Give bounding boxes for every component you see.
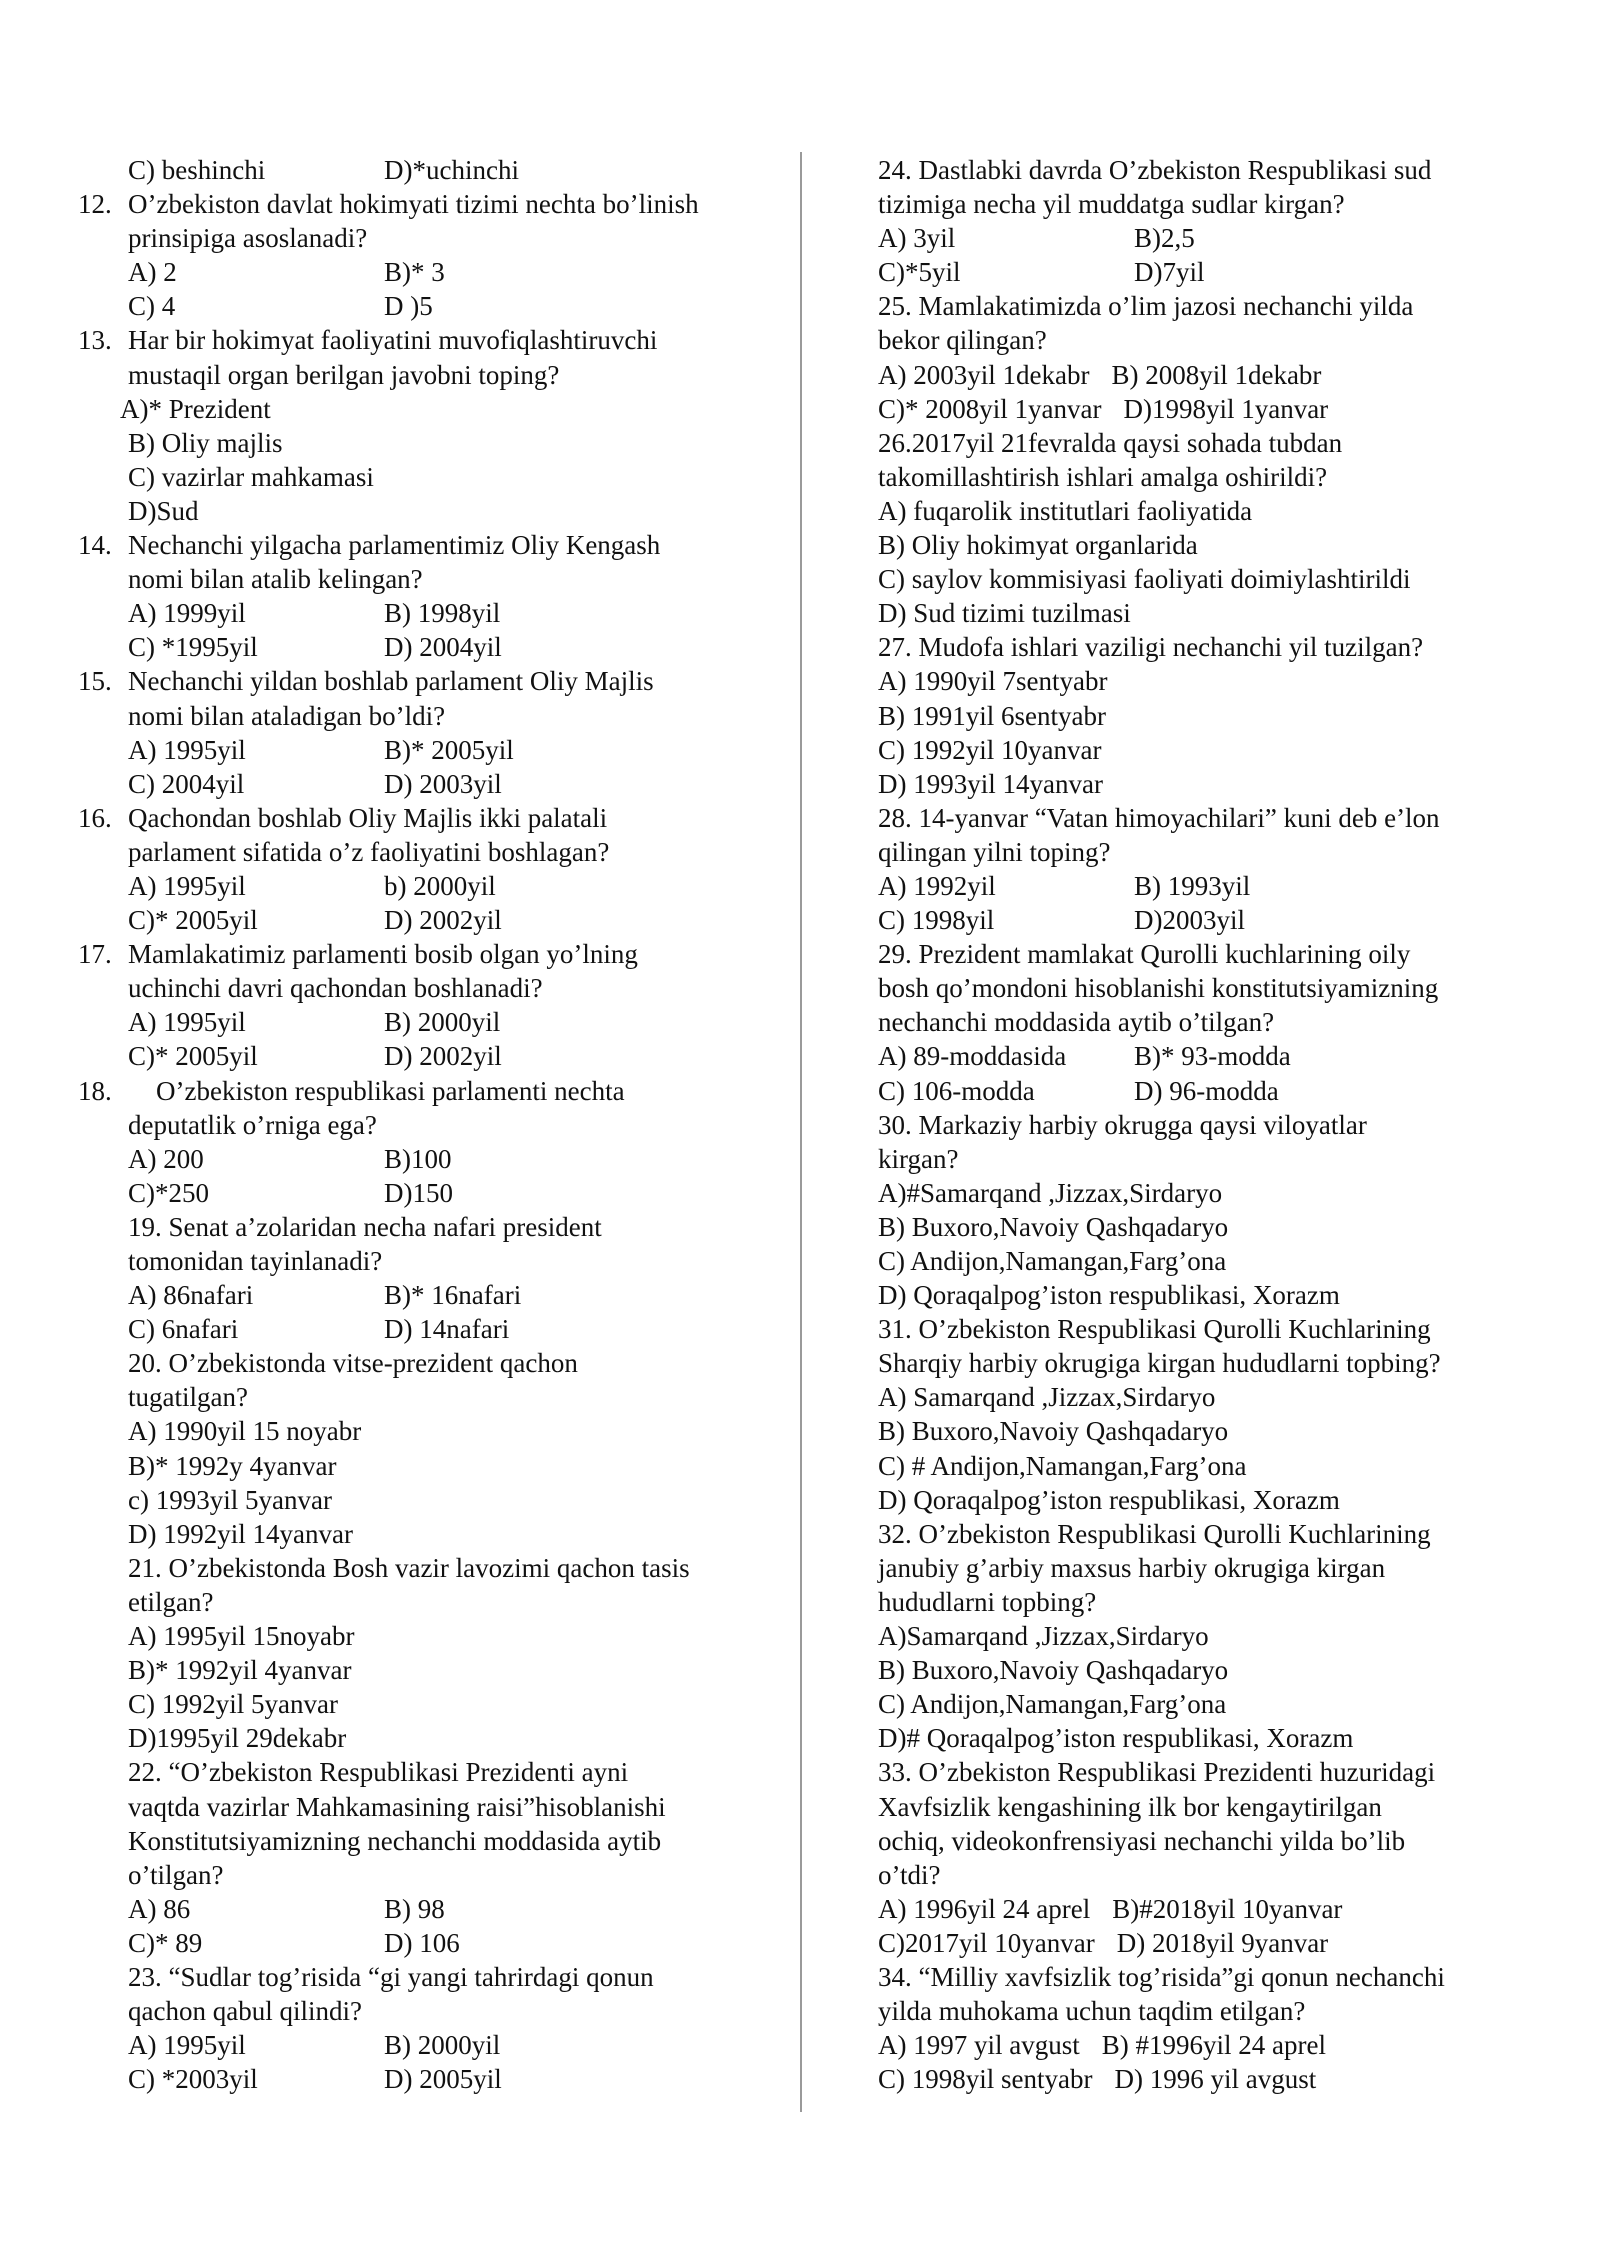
option-c: C)* 89 [128,1927,203,1958]
option-a: A) 1996yil 24 aprel [878,1893,1091,1924]
option-c: C) Andijon,Namangan,Farg’ona [878,1246,1227,1276]
options-row [78,153,768,187]
option-b: B) Oliy majlis [128,427,283,458]
option-a: A) fuqarolik institutlari faoliyatida [878,495,1253,526]
question-text: uchinchi davri qachondan boshlanadi? [128,973,543,1004]
question-26-stem: 26.2017yil 21fevralda qaysi sohada tubdan [878,427,1343,458]
option-a: A) 86 [128,1893,191,1924]
option-a: A) 1992yil [878,870,996,901]
option-c: C) # Andijon,Namangan,Farg’ona [878,1450,1247,1481]
question-27-stem: 27. Mudofa ishlari vaziligi nechanchi yil tuzilgan? [878,632,1424,663]
option-b: B) 98 [384,1893,445,1924]
option-b: B) Buxoro,Navoiy Qashqadaryo [878,1211,1229,1242]
question-text: nomi bilan atalib kelingan? [128,564,423,595]
question-29-stem: 29. Prezident mamlakat Qurolli kuchlarining oily [878,939,1411,970]
option-d: D) 2018yil 9yanvar [1116,1927,1329,1958]
options-row [878,903,1518,937]
option-a: A)Samarqand ,Jizzax,Sirdaryo [878,1621,1209,1652]
question-number: 14. [78,530,112,561]
question-21-stem: 21. O’zbekistonda Bosh vazir lavozimi qachon tasis [128,1552,690,1583]
question-number: 17. [78,939,112,970]
question-text: prinsipiga asoslanadi? [128,223,368,254]
question-text: O’zbekiston respublikasi parlamenti nechta [156,1075,625,1106]
option-a: A) 2 [128,257,177,288]
options-row [78,733,768,767]
option-c: C)*5yil [878,257,961,288]
option-c: c) 1993yil 5yanvar [128,1484,332,1515]
question-text: Konstitutsiyamizning nechanchi moddasida aytib [128,1825,662,1856]
options-row [78,289,768,323]
question-text: Xavfsizlik kengashining ilk bor kengaytirilgan [878,1791,1382,1822]
option-d: D) Sud tizimi tuzilmasi [878,598,1131,629]
question-number: 12. [78,189,112,220]
option-c: C) 1998yil sentyabr [878,2064,1093,2095]
option-b: B) #1996yil 24 aprel [1101,2030,1326,2061]
question-text: parlament sifatida o’z faoliyatini boshlagan? [128,836,610,867]
option-c: C) 1992yil 5yanvar [128,1689,338,1720]
options-row [878,255,1518,289]
option-a: A) 1995yil [128,1007,246,1038]
option-b: B)* 3 [384,257,445,288]
option-c: C)* 2008yil 1yanvar [878,393,1102,424]
option-a: A) 1990yil 15 noyabr [128,1416,362,1447]
question-text: qachon qabul qilindi? [128,1996,362,2027]
option-d: D) 106 [384,1927,460,1958]
option-d: D) 14nafari [384,1314,510,1345]
option-b: B)* 1992yil 4yanvar [128,1655,352,1686]
question-text: yilda muhokama uchun taqdim etilgan? [878,1996,1306,2027]
question-14-stem [78,528,768,562]
option-a: A)* Prezident [120,393,271,424]
option-b: B)2,5 [1134,223,1195,254]
option-d: D) 1992yil 14yanvar [128,1518,353,1549]
options-row [878,1926,1518,1960]
option-a: A) Samarqand ,Jizzax,Sirdaryo [878,1382,1216,1413]
options-row [78,1892,768,1926]
question-31-stem: 31. O’zbekiston Respublikasi Qurolli Kuchlarining [878,1314,1431,1345]
question-text: Qachondan boshlab Oliy Majlis ikki palatali [128,802,608,833]
question-text: tomonidan tayinlanadi? [128,1246,383,1276]
question-15-stem [78,664,768,698]
option-b: B) Buxoro,Navoiy Qashqadaryo [878,1655,1229,1686]
option-b: B)#2018yil 10yanvar [1112,1893,1343,1924]
options-row [78,1176,768,1210]
option-c: C) 106-modda [878,1075,1035,1106]
option-c: C) 6nafari [128,1314,239,1345]
options-row [878,2028,1518,2062]
option-c: C)2017yil 10yanvar [878,1927,1095,1958]
question-25-stem: 25. Mamlakatimizda o’lim jazosi nechanchi yilda [878,291,1414,322]
question-17-stem [78,937,768,971]
option-c: C) *1995yil [128,632,258,663]
option-d: D)*uchinchi [384,155,519,185]
options-row [78,1278,768,1312]
question-32-stem: 32. O’zbekiston Respublikasi Qurolli Kuchlarining [878,1518,1431,1549]
options-row [78,869,768,903]
option-c: C)*250 [128,1177,209,1208]
question-text: Nechanchi yildan boshlab parlament Oliy Majlis [128,666,654,697]
question-text: etilgan? [128,1586,214,1617]
option-c: C) 2004yil [128,768,245,799]
question-text: tizimiga necha yil muddatga sudlar kirgan? [878,189,1345,220]
options-row [878,2062,1518,2096]
option-b: B)100 [384,1143,452,1174]
question-18-stem [78,1074,768,1108]
option-c: C) *2003yil [128,2064,258,2095]
option-a: A) 89-moddasida [878,1041,1067,1072]
options-row [878,1892,1518,1926]
option-c: C)* 2005yil [128,905,258,936]
options-row [78,255,768,289]
option-d: D)Sud [128,495,199,526]
option-d: D)2003yil [1134,905,1245,936]
option-d: D) 2005yil [384,2064,502,2095]
option-b: B)* 2005yil [384,734,514,765]
option-a: A) 1995yil [128,870,246,901]
question-text: Sharqiy harbiy okrugiga kirgan hududlarni topbing? [878,1348,1441,1379]
question-12-stem [78,187,768,221]
option-a: A)#Samarqand ,Jizzax,Sirdaryo [878,1177,1223,1208]
option-a: A) 3yil [878,223,956,254]
question-text: O’zbekiston davlat hokimyati tizimi nechta bo’linish [128,189,699,220]
question-text: Har bir hokimyat faoliyatini muvofiqlashtiruvchi [128,325,658,356]
option-b: B) 1998yil [384,598,501,629]
option-d: D)7yil [1134,257,1205,288]
question-22-stem: 22. “O’zbekiston Respublikasi Prezidenti ayni [128,1757,629,1788]
question-text: deputatlik o’rniga ega? [128,1109,377,1140]
question-text: o’tilgan? [128,1859,224,1890]
option-d: D) Qoraqalpog’iston respublikasi, Xorazm [878,1484,1340,1515]
options-row [78,2028,768,2062]
option-d: D) 1996 yil avgust [1114,2064,1317,2095]
option-d: D) 1993yil 14yanvar [878,768,1103,799]
question-text: nomi bilan ataladigan bo’ldi? [128,700,446,731]
options-row [78,1005,768,1039]
options-row [878,1039,1518,1073]
question-text: bosh qo’mondoni hisoblanishi konstitutsiyamizning [878,973,1439,1004]
options-row [78,1312,768,1346]
options-row [878,392,1518,426]
question-34-stem: 34. “Milliy xavfsizlik tog’risida”gi qonun nechanchi [878,1961,1445,1992]
question-text: ochiq, videokonfrensiyasi nechanchi yilda bo’lib [878,1825,1406,1856]
right-column [878,153,1518,2096]
option-a: A) 1997 yil avgust [878,2030,1080,2061]
option-d: D) 2003yil [384,768,502,799]
question-number: 15. [78,666,112,697]
options-row [78,903,768,937]
option-b: B) 2000yil [384,1007,501,1038]
options-row [78,2062,768,2096]
option-a: A) 1990yil 7sentyabr [878,666,1108,697]
question-text: mustaqil organ berilgan javobni toping? [128,359,560,390]
options-row [878,221,1518,255]
question-text: bekor qilingan? [878,325,1047,356]
option-b: B) 1991yil 6sentyabr [878,700,1106,731]
option-d: D) 2002yil [384,905,502,936]
options-row [78,596,768,630]
option-b: B) 2008yil 1dekabr [1111,359,1322,390]
question-text: janubiy g’arbiy maxsus harbiy okrugiga kirgan [878,1552,1386,1583]
question-28-stem: 28. 14-yanvar “Vatan himoyachilari” kuni deb e’lon [878,802,1440,833]
question-text: Nechanchi yilgacha parlamentimiz Oliy Kengash [128,530,661,561]
options-row [878,869,1518,903]
option-a: A) 1995yil 15noyabr [128,1621,355,1652]
left-column [78,153,768,2096]
option-c: C) saylov kommisiyasi faoliyati doimiylashtirildi [878,564,1411,595]
question-text: tugatilgan? [128,1382,248,1413]
question-number: 13. [78,325,112,356]
options-row [878,358,1518,392]
option-d: D) 2002yil [384,1041,502,1072]
question-text: o’tdi? [878,1859,941,1890]
question-text: nechanchi moddasida aytib o’tilgan? [878,1007,1275,1038]
option-d: D) 96-modda [1134,1075,1279,1106]
option-a: A) 86nafari [128,1280,254,1311]
question-text: Mamlakatimiz parlamenti bosib olgan yo’lning [128,939,638,970]
option-c: C) beshinchi [128,155,266,185]
option-b: B)* 1992y 4yanvar [128,1450,337,1481]
option-d: D)150 [384,1177,453,1208]
question-text: takomillashtirish ishlari amalga oshirildi? [878,461,1328,492]
option-b: B)* 16nafari [384,1280,522,1311]
question-13-stem [78,323,768,357]
option-c: C) 1998yil [878,905,995,936]
option-b: B) Buxoro,Navoiy Qashqadaryo [878,1416,1229,1447]
question-number: 18. [78,1075,112,1106]
option-d: D) 2004yil [384,632,502,663]
options-row [78,1926,768,1960]
option-b: B) 1993yil [1134,870,1251,901]
question-text: vaqtda vazirlar Mahkamasining raisi”hisoblanishi [128,1791,666,1822]
option-d: D)# Qoraqalpog’iston respublikasi, Xorazm [878,1723,1354,1754]
question-text: qilingan yilni toping? [878,836,1111,867]
option-b: B) 2000yil [384,2030,501,2061]
option-d: D) Qoraqalpog’iston respublikasi, Xorazm [878,1280,1340,1311]
options-row [78,630,768,664]
column-divider [800,152,802,2112]
options-row [78,1039,768,1073]
question-19-stem: 19. Senat a’zolaridan necha nafari president [128,1211,602,1242]
options-row [878,1074,1518,1108]
option-c: C) Andijon,Namangan,Farg’ona [878,1689,1227,1720]
option-b: B)* 93-modda [1134,1041,1291,1072]
question-24-stem: 24. Dastlabki davrda O’zbekiston Respublikasi sud [878,155,1432,185]
question-20-stem: 20. O’zbekistonda vitse-prezident qachon [128,1348,578,1379]
option-a: A) 2003yil 1dekabr [878,359,1090,390]
option-a: A) 1995yil [128,734,246,765]
options-row [78,767,768,801]
option-a: A) 1999yil [128,598,246,629]
option-b: B) Oliy hokimyat organlarida [878,530,1198,561]
question-text: kirgan? [878,1143,959,1174]
option-c: C) 1992yil 10yanvar [878,734,1102,765]
option-c: C) vazirlar mahkamasi [128,461,374,492]
option-c: C) 4 [128,291,176,322]
question-16-stem [78,801,768,835]
option-c: C)* 2005yil [128,1041,258,1072]
question-text: hududlarni topbing? [878,1586,1097,1617]
option-d: D )5 [384,291,433,322]
option-b: b) 2000yil [384,870,496,901]
question-number: 16. [78,802,112,833]
question-30-stem: 30. Markaziy harbiy okrugga qaysi viloyatlar [878,1109,1367,1140]
options-row [78,1142,768,1176]
option-a: A) 200 [128,1143,204,1174]
option-d: D)1995yil 29dekabr [128,1723,347,1754]
question-23-stem: 23. “Sudlar tog’risida “gi yangi tahrirdagi qonun [128,1961,654,1992]
question-33-stem: 33. O’zbekiston Respublikasi Prezidenti huzuridagi [878,1757,1436,1788]
option-a: A) 1995yil [128,2030,246,2061]
option-d: D)1998yil 1yanvar [1123,393,1329,424]
